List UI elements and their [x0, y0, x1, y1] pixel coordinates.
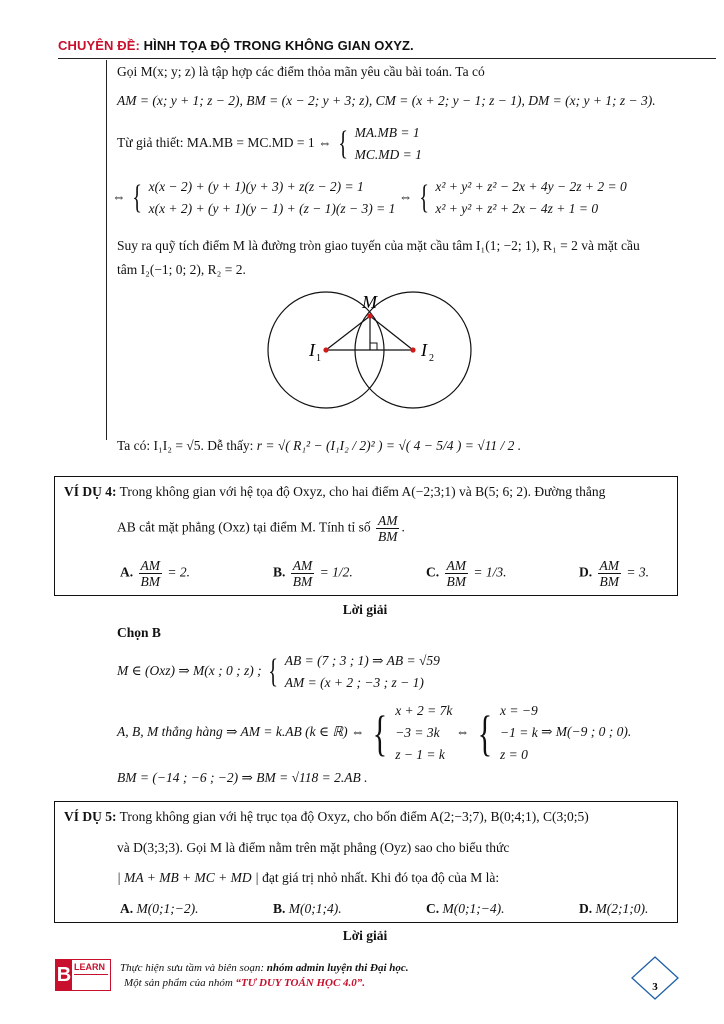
example-4-step-1 [117, 650, 440, 694]
option-value: = 1/2. [319, 564, 353, 580]
radius-prefix: Ta có: I₁I₂ = √5. Dễ thấy: [117, 438, 254, 453]
example-5-line-3 [117, 870, 499, 886]
header-topic-label: CHUYÊN ĐỀ: [58, 38, 140, 53]
expanded-eq-2: x(x + 2) + (y + 1)(y − 1) + (z − 1)(z − 3) = 1 [148, 201, 396, 216]
step-1-prefix: M ∈ (Oxz) ⇒ M(x ; 0 ; z) ; [117, 663, 262, 679]
radius-i1-m [326, 316, 370, 350]
label-i2-sub: 2 [429, 353, 434, 364]
example-5-solution-title: Lời giải [342, 928, 388, 943]
expanded-system-1 [149, 176, 396, 220]
system-brace: { [418, 179, 429, 216]
example-5-text-3: đạt giá trị nhỏ nhất. Khi đó tọa độ của M là: [262, 870, 500, 885]
example-5-text-1: Trong không gian với hệ trục tọa độ Oxyz, cho bốn điểm A(2;−3;7), B(0;4;1), C(3;0;5) [119, 809, 589, 824]
label-i1-sub: 1 [316, 353, 321, 364]
header-rule [58, 58, 716, 59]
example-5-expression: | MA + MB + MC + MD | [117, 870, 259, 885]
hypothesis-system [355, 122, 422, 166]
logo-b: B [56, 960, 72, 990]
page-header [58, 38, 414, 53]
hypothesis-prefix: Từ giả thiết: MA.MB = MC.MD = 1 ⇔ [117, 135, 332, 151]
option-label: A. [120, 564, 134, 580]
step-2-prefix: A, B, M thẳng hàng ⇒ AM = k.AB (k ∈ ℝ) ⇔ [117, 724, 365, 740]
point-i2 [410, 347, 415, 352]
point-i1 [323, 347, 328, 352]
example-4-text-2: AB cắt mặt phẳng (Oxz) tại điểm M. Tính tỉ số [117, 519, 371, 535]
step-1-eq-2: AM = (x + 2 ; −3 ; z − 1) [284, 675, 424, 690]
margin-line [106, 60, 107, 440]
example-4-answer: Chọn B [117, 625, 161, 640]
example-5-option-c[interactable]: C. M(0;1;−4). [426, 901, 505, 916]
system-brace: { [268, 653, 279, 690]
example-4-line-1 [64, 484, 605, 500]
example-5-option-b[interactable]: B. M(0;1;4). [273, 901, 342, 916]
option-value: = 2. [167, 564, 190, 580]
header-topic-title: HÌNH TỌA ĐỘ TRONG KHÔNG GIAN OXYZ. [143, 38, 414, 53]
expanded-eq-4: x² + y² + z² + 2x − 4z + 1 = 0 [435, 201, 599, 216]
expanded-system-2 [435, 176, 626, 220]
example-4-text-1: Trong không gian với hệ tọa độ Oxyz, cho hai điểm A(−2;3;1) và B(5; 6; 2). Đường thẳng [119, 484, 606, 499]
page-number-diamond [630, 955, 680, 1001]
example-4-option-d[interactable]: D. $\frac{AM}{BM}$ = 3. [579, 558, 649, 589]
intersecting-spheres-figure [265, 288, 475, 416]
blearn-logo [55, 959, 111, 991]
footer-line-1: Thực hiện sưu tầm và biên soạn: nhóm admin luyện thi Đại học. [120, 962, 409, 974]
radius-i2-m [370, 316, 413, 350]
radius-result-line [117, 438, 521, 454]
example-4-option-c[interactable]: C. $\frac{AM}{BM}$ = 1/3. [426, 558, 507, 589]
system-brace: { [372, 705, 388, 761]
footer-line-2: Một sản phẩm của nhóm “TƯ DUY TOÁN HỌC 4.0”. [124, 977, 366, 989]
system-brace: { [338, 125, 348, 162]
example-5-option-d[interactable]: D. M(2;1;0). [579, 901, 649, 916]
example-4-solution-title: Lời giải [342, 602, 388, 617]
label-m: M [362, 292, 377, 312]
option-value: = 1/3. [473, 564, 507, 580]
label-i2: I [421, 340, 427, 360]
expanded-eq-3: x² + y² + z² − 2x + 4y − 2z + 2 = 0 [435, 179, 627, 194]
example-5-label: VÍ DỤ 5: [64, 809, 117, 824]
solution-line-1: Gọi M(x; y; z) là tập hợp các điểm thỏa mãn yêu cầu bài toán. Ta có [117, 64, 485, 79]
example-5-option-a[interactable]: A. M(0;1;−2). [120, 901, 199, 916]
locus-line-1: Suy ra quỹ tích điểm M là đường tròn giao tuyến của mặt cầu tâm I₁(1; −2; 1), R₁ = 2 và mặt cầu [117, 238, 640, 253]
equiv-symbol: ⇔ [112, 189, 126, 205]
example-5-text-2: và D(3;3;3). Gọi M là điểm nằm trên mặt phẳng (Oyz) sao cho biểu thức [117, 840, 510, 855]
system-brace: { [477, 705, 492, 761]
hypothesis-eq-1: MA.MB = 1 [354, 125, 420, 140]
solution-vectors-line: AM = (x; y + 1; z − 2), BM = (x − 2; y + 3; z), CM = (x + 2; y − 1; z − 1), DM = (x; y + 1; z − 3). [117, 93, 656, 108]
radius-formula: r = √( R₁² − (I₁I₂ / 2)² ) = √( 4 − 5/4 ) = √11 / 2 . [256, 438, 522, 453]
example-4-ratio: $\frac{AM}{BM}$ [377, 513, 398, 544]
step-1-system [285, 650, 440, 694]
option-label: D. [579, 564, 593, 580]
step-2-system-a: x + 2 = 7k −3 = 3k z − 1 = k [395, 703, 453, 762]
expanded-eq-1: x(x − 2) + (y + 1)(y + 3) + z(z − 2) = 1 [148, 179, 364, 194]
hypothesis-eq-2: MC.MD = 1 [354, 147, 422, 162]
expanded-system-line [112, 176, 627, 220]
right-angle-mark [370, 343, 377, 350]
logo-text: LEARN [74, 962, 105, 972]
locus-line-2: tâm I₂(−1; 0; 2), R₂ = 2. [117, 262, 246, 277]
page-number: 3 [652, 981, 658, 993]
point-m [367, 313, 372, 318]
equiv-symbol: ⇔ [398, 189, 413, 205]
step-2-system-b: x = −9 −1 = k z = 0 [500, 703, 538, 762]
step-1-eq-1: AB = (7 ; 3 ; 1) ⇒ AB = √59 [284, 653, 440, 668]
example-4-step-2: A, B, M thẳng hàng ⇒ AM = k.AB (k ∈ ℝ) ⇔ { x + 2 = 7k −3 = 3k z − 1 = k ⇔ { x = −9 −1 = k z = 0 ⇒ M(−9 ; 0 ; 0). [117, 700, 631, 766]
option-label: C. [426, 564, 440, 580]
example-4-option-b[interactable]: B. $\frac{AM}{BM}$ = 1/2. [273, 558, 353, 589]
example-4-line-2: AB cắt mặt phẳng (Oxz) tại điểm M. Tính tỉ số $\frac{AM}{BM}$ . [117, 513, 405, 544]
example-5-line-1 [64, 809, 589, 825]
option-value: = 3. [626, 564, 649, 580]
example-4-label: VÍ DỤ 4: [64, 484, 117, 499]
example-4-step-3: BM = (−14 ; −6 ; −2) ⇒ BM = √118 = 2.AB . [117, 770, 368, 785]
step-2-result: ⇒ M(−9 ; 0 ; 0). [541, 724, 632, 740]
logo-rule [74, 974, 108, 975]
option-label: B. [273, 564, 286, 580]
example-4-option-a[interactable]: A. $\frac{AM}{BM}$ = 2. [120, 558, 190, 589]
label-i1: I [309, 340, 315, 360]
system-brace: { [132, 179, 142, 216]
hypothesis-line [117, 122, 422, 166]
